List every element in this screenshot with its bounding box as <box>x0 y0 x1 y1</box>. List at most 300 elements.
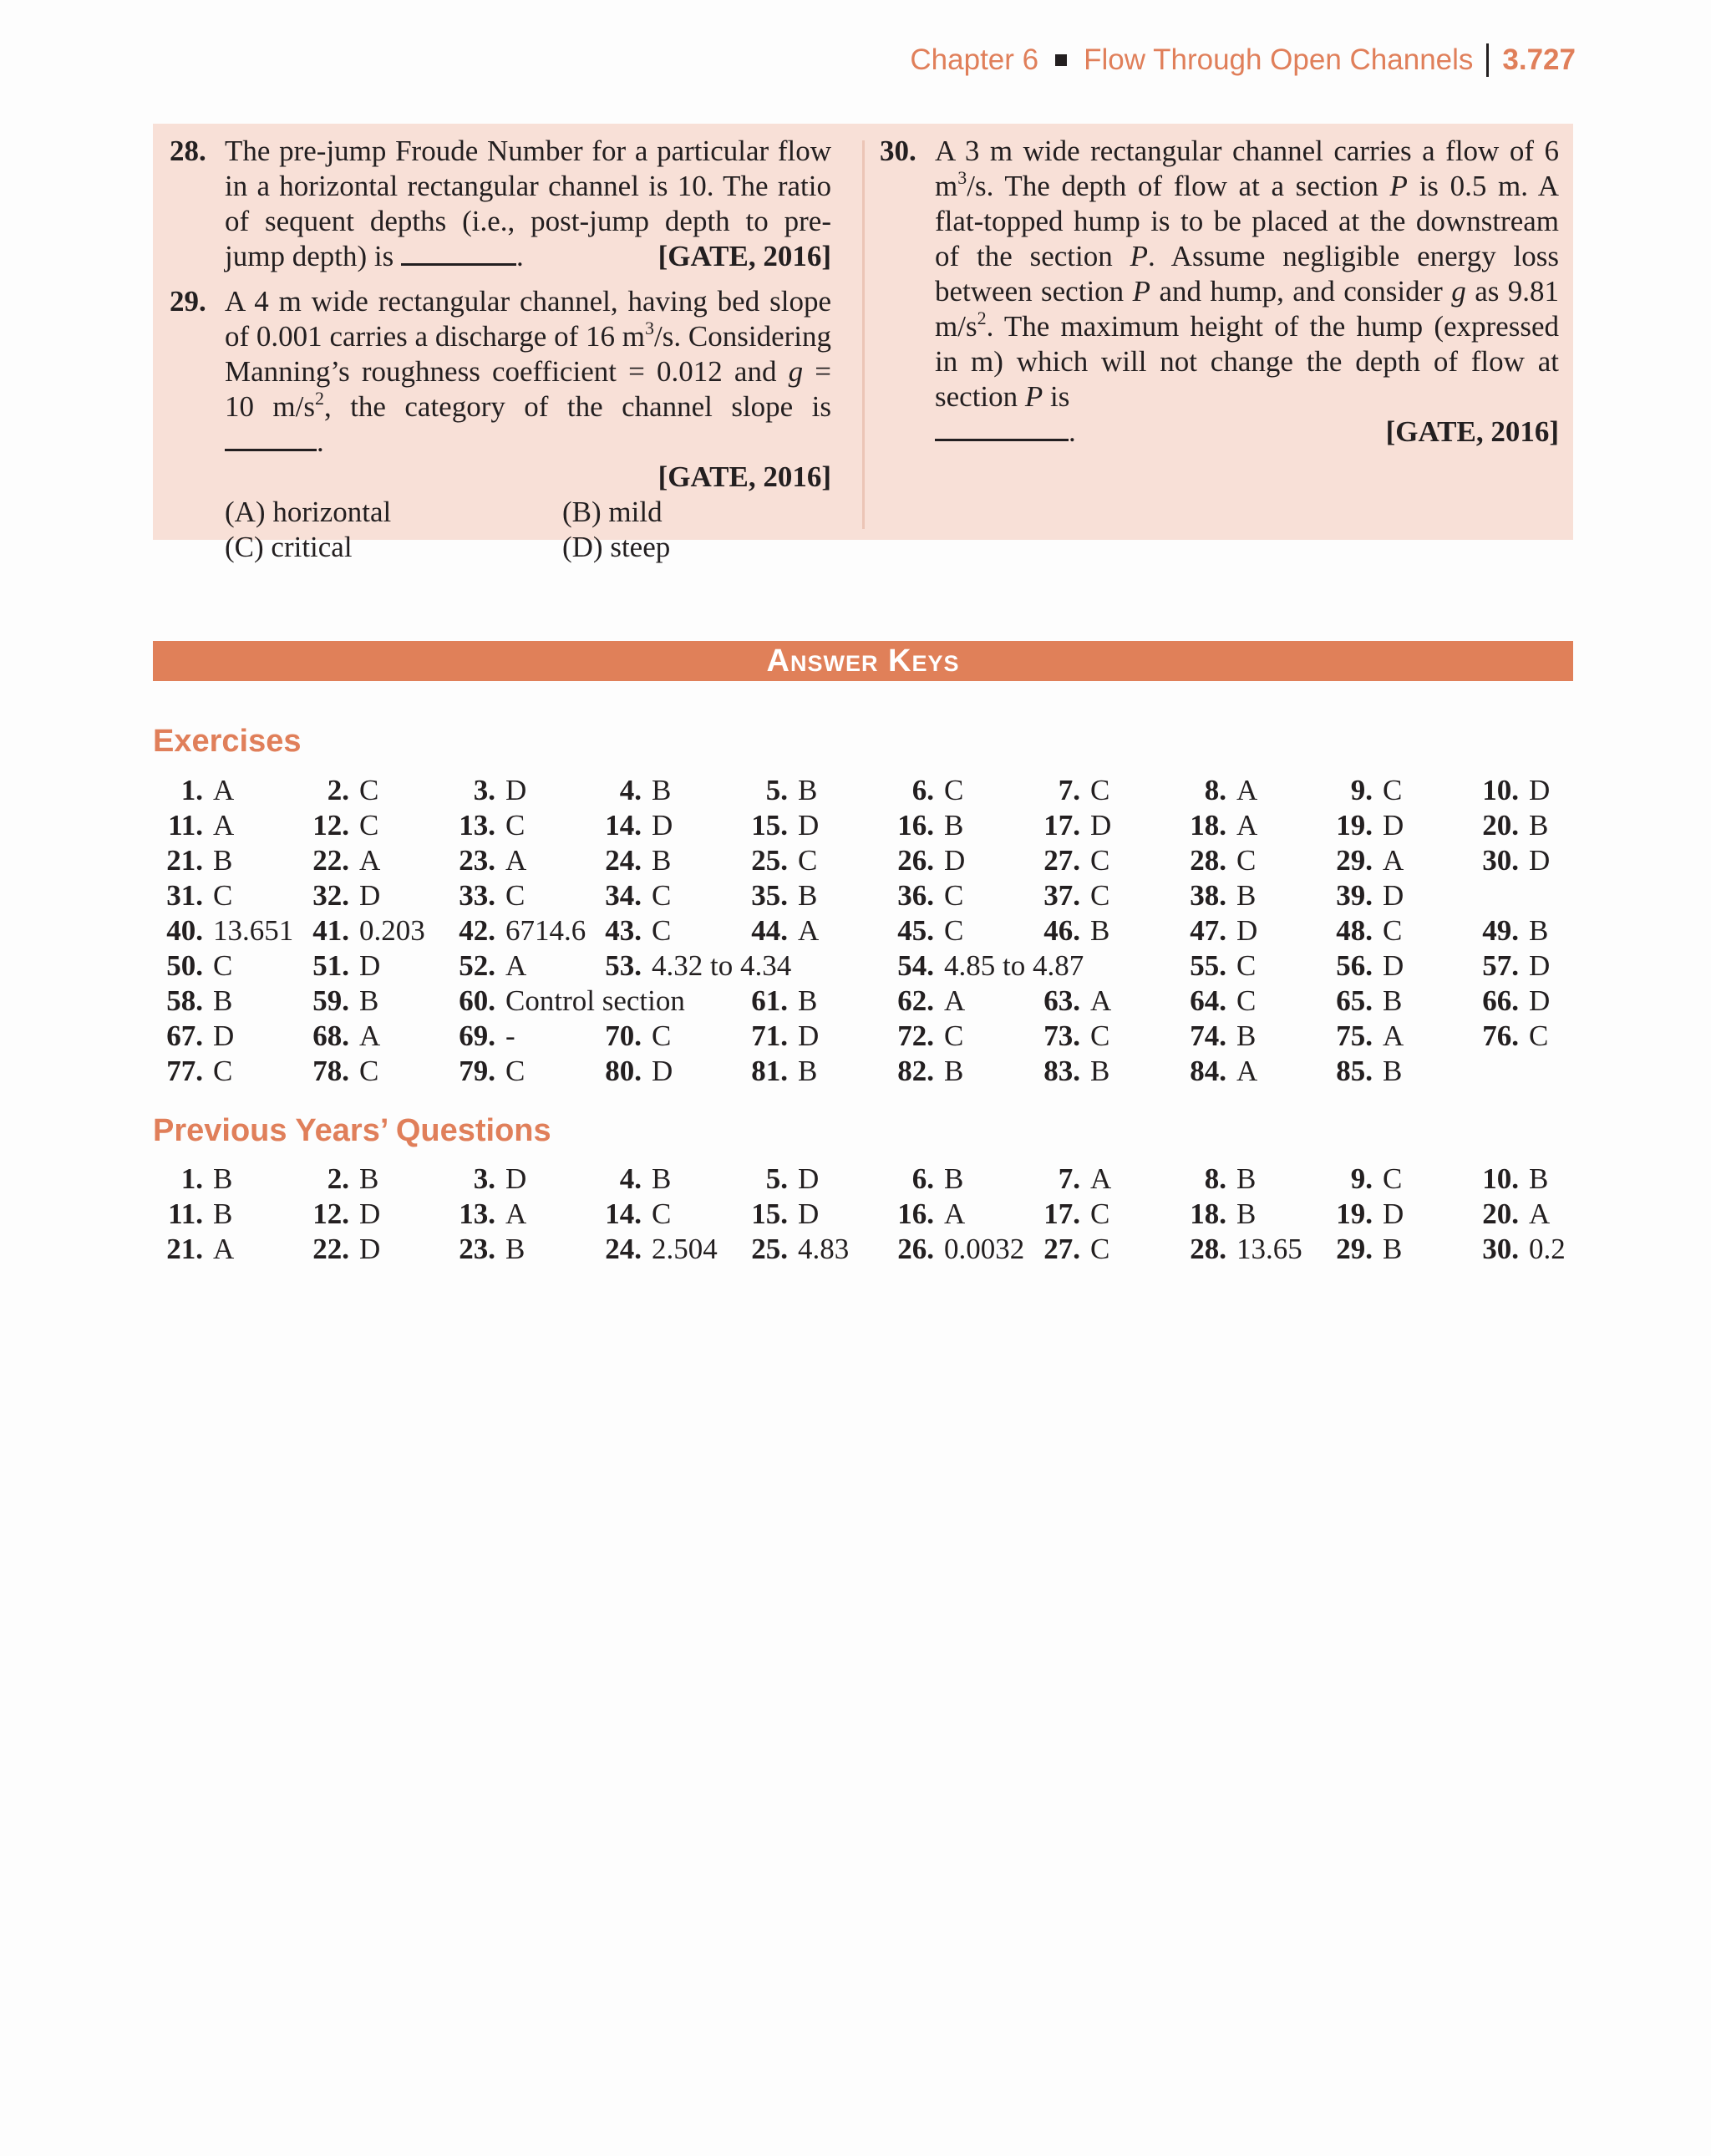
answer-number: 54. <box>897 949 934 982</box>
answer-number: 28. <box>1190 1233 1226 1265</box>
answer-number: 5. <box>765 774 788 806</box>
answer-item <box>591 878 738 913</box>
answer-item <box>1030 1019 1176 1054</box>
answer-item <box>299 1019 445 1054</box>
answer-item <box>884 1019 1030 1054</box>
answer-item <box>1030 984 1176 1019</box>
divider-bar <box>1486 43 1489 77</box>
answer-item <box>153 1054 299 1089</box>
answer-item <box>591 843 738 878</box>
answer-number: 79. <box>459 1055 495 1087</box>
answer-item <box>153 913 299 948</box>
answer-number: 42. <box>459 914 495 947</box>
question-text: . Assume negligible energy loss between section <box>935 240 1560 308</box>
answer-value: A <box>213 774 235 806</box>
answer-item <box>884 1197 1030 1232</box>
question-text: /s. The depth of flow at a section <box>967 170 1378 202</box>
answer-value: D <box>798 1020 820 1052</box>
answer-value: D <box>944 844 966 877</box>
answer-value: C <box>944 1020 964 1052</box>
answer-value: C <box>505 809 525 842</box>
answer-value: C <box>1090 1020 1110 1052</box>
answer-value: C <box>1090 1233 1110 1265</box>
answer-value: B <box>1236 1162 1257 1195</box>
answer-item <box>591 773 738 808</box>
answer-value: A <box>944 984 966 1017</box>
answer-item <box>738 843 884 878</box>
answer-value: A <box>944 1197 966 1230</box>
answer-item <box>884 1162 1030 1197</box>
questions-left-column <box>170 134 831 575</box>
source-line <box>225 460 831 495</box>
answer-value: B <box>1090 914 1110 947</box>
question-number: 30. <box>880 135 916 167</box>
answer-item <box>738 1054 884 1089</box>
answer-value: D <box>359 1233 381 1265</box>
answer-number: 11. <box>168 809 203 842</box>
question-source: [GATE, 2016] <box>1385 415 1559 448</box>
answer-number: 23. <box>459 844 495 877</box>
answer-number: 29. <box>1336 1233 1373 1265</box>
answer-number: 58. <box>166 984 203 1017</box>
answer-number: 83. <box>1043 1055 1080 1087</box>
option-d: (D) steep <box>562 531 671 563</box>
answer-value: B <box>944 809 964 842</box>
answer-number: 60. <box>459 984 495 1017</box>
question-30 <box>880 134 1559 450</box>
answer-item <box>1176 1197 1323 1232</box>
answer-item <box>299 1162 445 1197</box>
answer-value: C <box>1383 1162 1403 1195</box>
answer-value: A <box>213 1233 235 1265</box>
question-text: . The maximum height of the hump (expressed in m) which will not change the depth of flow at section <box>935 310 1559 413</box>
questions-box <box>153 124 1573 563</box>
answer-value: C <box>359 809 379 842</box>
answer-value: B <box>1529 1162 1549 1195</box>
answer-number: 52. <box>459 949 495 982</box>
question-number: 28. <box>170 135 206 167</box>
answer-item <box>1323 984 1469 1019</box>
answer-item <box>1323 773 1469 808</box>
answer-value: D <box>1383 809 1404 842</box>
answer-number: 27. <box>1043 1233 1080 1265</box>
answer-item <box>884 773 1030 808</box>
answer-number: 8. <box>1204 774 1226 806</box>
answer-item <box>1176 808 1323 843</box>
answer-value: B <box>798 774 818 806</box>
answer-number: 17. <box>1043 809 1080 842</box>
answer-item <box>1323 878 1469 913</box>
answer-value: D <box>1529 984 1551 1017</box>
answer-value: A <box>1236 1055 1258 1087</box>
answer-value: C <box>1236 984 1257 1017</box>
answer-value: B <box>798 1055 818 1087</box>
answer-number: 78. <box>312 1055 349 1087</box>
math-var: P <box>1024 380 1043 413</box>
answer-number: 29. <box>1336 844 1373 877</box>
answer-number: 5. <box>765 1162 788 1195</box>
answer-item <box>299 1197 445 1232</box>
answer-item <box>591 913 738 948</box>
answer-value: C <box>944 774 964 806</box>
answer-item <box>299 984 445 1019</box>
answer-number: 39. <box>1336 879 1373 912</box>
answer-number: 35. <box>751 879 788 912</box>
answer-value: A <box>359 1020 381 1052</box>
answer-number: 64. <box>1190 984 1226 1017</box>
answer-number: 3. <box>473 774 495 806</box>
answer-number: 65. <box>1336 984 1373 1017</box>
answer-number: 41. <box>312 914 349 947</box>
answer-number: 66. <box>1482 984 1519 1017</box>
answer-value: B <box>359 1162 379 1195</box>
answer-value: C <box>652 879 672 912</box>
answer-blank <box>935 419 1069 441</box>
answer-number: 18. <box>1190 1197 1226 1230</box>
answer-item <box>884 878 1030 913</box>
question-source: [GATE, 2016] <box>657 460 831 493</box>
question-source: [GATE, 2016] <box>657 240 831 272</box>
answer-number: 25. <box>751 1233 788 1265</box>
chapter-label: Chapter 6 <box>910 43 1039 76</box>
answer-item <box>1323 1054 1469 1089</box>
answer-number: 48. <box>1336 914 1373 947</box>
answer-item <box>1469 808 1615 843</box>
answer-value: A <box>1090 1162 1112 1195</box>
math-var: g <box>1451 275 1466 308</box>
answer-item <box>1030 1162 1176 1197</box>
answer-item <box>738 1019 884 1054</box>
answer-value: C <box>359 1055 379 1087</box>
answer-value: B <box>213 844 233 877</box>
answer-number: 77. <box>166 1055 203 1087</box>
answer-item <box>738 1162 884 1197</box>
answer-value: B <box>798 984 818 1017</box>
superscript: 3 <box>957 167 967 188</box>
answer-item <box>299 913 445 948</box>
answer-number: 10. <box>1482 1162 1519 1195</box>
answer-item <box>153 1162 299 1197</box>
answer-value: B <box>1236 1197 1257 1230</box>
answer-item <box>1176 1162 1323 1197</box>
answer-number: 16. <box>897 1197 934 1230</box>
answer-value: C <box>213 879 233 912</box>
answer-number: 9. <box>1350 774 1373 806</box>
answer-item <box>884 913 1030 948</box>
option-b: (B) mild <box>562 496 663 528</box>
period: . <box>317 425 324 458</box>
answer-value: D <box>1383 879 1404 912</box>
answer-item <box>1030 773 1176 808</box>
answer-number: 69. <box>459 1020 495 1052</box>
answer-number: 26. <box>897 844 934 877</box>
page-number: 3.727 <box>1502 43 1576 76</box>
answer-value: A <box>1529 1197 1551 1230</box>
answer-item <box>1323 948 1469 984</box>
answer-number: 6. <box>911 774 934 806</box>
answer-item <box>738 808 884 843</box>
answer-number: 81. <box>751 1055 788 1087</box>
superscript: 2 <box>977 308 987 328</box>
answer-item <box>153 1019 299 1054</box>
options <box>225 495 831 565</box>
answer-number: 59. <box>312 984 349 1017</box>
answer-number: 63. <box>1043 984 1080 1017</box>
answer-value: B <box>213 1197 233 1230</box>
answer-number: 15. <box>751 1197 788 1230</box>
answer-number: 12. <box>312 1197 349 1230</box>
answer-value: C <box>213 949 233 982</box>
answer-value: C <box>1236 949 1257 982</box>
answer-number: 34. <box>605 879 642 912</box>
chapter-title: Flow Through Open Channels <box>1084 43 1474 76</box>
answer-item <box>299 843 445 878</box>
answer-number: 7. <box>1058 774 1080 806</box>
running-header <box>910 43 1576 77</box>
answer-number: 14. <box>605 809 642 842</box>
answer-value: B <box>505 1233 525 1265</box>
answer-item <box>299 808 445 843</box>
answer-number: 85. <box>1336 1055 1373 1087</box>
answer-item <box>445 1162 591 1197</box>
answer-item <box>153 948 299 984</box>
answer-value: B <box>1236 1020 1257 1052</box>
answer-number: 14. <box>605 1197 642 1230</box>
answer-spacer <box>1469 878 1615 913</box>
answer-number: 72. <box>897 1020 934 1052</box>
answer-value: C <box>505 1055 525 1087</box>
answer-blank <box>401 243 516 266</box>
answer-item <box>1323 843 1469 878</box>
answer-value: C <box>213 1055 233 1087</box>
question-text: is <box>1050 380 1070 413</box>
answer-value: A <box>798 914 820 947</box>
answer-number: 25. <box>751 844 788 877</box>
answer-number: 82. <box>897 1055 934 1087</box>
answer-value: B <box>944 1162 964 1195</box>
answer-number: 28. <box>1190 844 1226 877</box>
answer-item <box>1323 1232 1469 1267</box>
question-text: A 4 m wide rectangular channel, having bed slope of 0.001 carries a discharge of 16 m <box>225 285 831 353</box>
question-text: /s. Considering Manning’s roughness coefficient = 0.012 and <box>225 320 831 388</box>
answer-item <box>884 948 1084 984</box>
answer-value: D <box>798 1162 820 1195</box>
answer-item <box>591 1019 738 1054</box>
answer-item <box>153 1197 299 1232</box>
answer-number: 51. <box>312 949 349 982</box>
answer-value: C <box>944 914 964 947</box>
answer-number: 15. <box>751 809 788 842</box>
answer-number: 30. <box>1482 844 1519 877</box>
answer-value: C <box>652 1197 672 1230</box>
answer-value: 0.0032 <box>944 1233 1025 1265</box>
answer-number: 45. <box>897 914 934 947</box>
answer-item <box>884 808 1030 843</box>
answer-number: 36. <box>897 879 934 912</box>
answer-number: 16. <box>897 809 934 842</box>
answer-item <box>153 984 299 1019</box>
answer-spacer <box>1030 948 1176 984</box>
answer-item <box>445 843 591 878</box>
answer-value: C <box>1090 1197 1110 1230</box>
answer-number: 76. <box>1482 1020 1519 1052</box>
answer-value: A <box>505 844 527 877</box>
answer-number: 9. <box>1350 1162 1373 1195</box>
answer-number: 33. <box>459 879 495 912</box>
answer-number: 61. <box>751 984 788 1017</box>
answer-item <box>1323 913 1469 948</box>
answer-value: Control section <box>505 984 685 1017</box>
answer-number: 4. <box>619 1162 642 1195</box>
answer-number: 11. <box>168 1197 203 1230</box>
answer-item <box>1323 808 1469 843</box>
answer-value: B <box>1529 809 1549 842</box>
answer-number: 19. <box>1336 809 1373 842</box>
answer-value: B <box>359 984 379 1017</box>
answer-number: 32. <box>312 879 349 912</box>
answer-item <box>591 1232 738 1267</box>
superscript: 3 <box>645 318 655 338</box>
answer-item <box>1176 1054 1323 1089</box>
answer-value: A <box>1383 844 1404 877</box>
question-text: A 3 m wide rectangular channel carries a flow of 6 m <box>935 135 1559 202</box>
answer-value: C <box>944 879 964 912</box>
answer-item <box>1030 808 1176 843</box>
answer-number: 44. <box>751 914 788 947</box>
answer-item <box>1176 843 1323 878</box>
answer-number: 40. <box>166 914 203 947</box>
answer-number: 2. <box>327 774 349 806</box>
answer-value: D <box>1383 949 1404 982</box>
answer-number: 71. <box>751 1020 788 1052</box>
answer-item <box>1176 984 1323 1019</box>
answer-item <box>1469 913 1615 948</box>
answer-value: 2.504 <box>652 1233 718 1265</box>
answer-number: 75. <box>1336 1020 1373 1052</box>
answer-item <box>153 878 299 913</box>
answer-item <box>1469 1162 1615 1197</box>
answer-number: 22. <box>312 844 349 877</box>
answer-number: 56. <box>1336 949 1373 982</box>
answer-item <box>591 948 792 984</box>
answer-item <box>1469 948 1615 984</box>
answer-number: 38. <box>1190 879 1226 912</box>
answer-value: B <box>213 984 233 1017</box>
answer-number: 20. <box>1482 1197 1519 1230</box>
answer-value: D <box>1529 949 1551 982</box>
answer-item <box>591 808 738 843</box>
answer-item <box>445 808 591 843</box>
question-text: is 0.5 m. A flat-topped hump is to be placed at the downstream of the section <box>935 170 1559 272</box>
answer-item <box>1030 1232 1176 1267</box>
question-text: and hump, and consider <box>1159 275 1443 308</box>
answer-value: D <box>1383 1197 1404 1230</box>
answer-number: 68. <box>312 1020 349 1052</box>
answer-item <box>445 948 591 984</box>
square-bullet-icon <box>1055 54 1067 66</box>
answer-item <box>1469 1197 1615 1232</box>
answer-item <box>738 984 884 1019</box>
answer-item <box>445 773 591 808</box>
answer-number: 2. <box>327 1162 349 1195</box>
answer-number: 4. <box>619 774 642 806</box>
answer-number: 37. <box>1043 879 1080 912</box>
answer-value: C <box>359 774 379 806</box>
answer-item <box>1176 773 1323 808</box>
answer-spacer <box>1469 1054 1615 1089</box>
question-text: as 9.81 m/s <box>935 275 1560 343</box>
answer-value: B <box>1383 984 1403 1017</box>
answer-item <box>1176 1232 1323 1267</box>
answer-item <box>299 773 445 808</box>
answer-blank <box>225 429 317 451</box>
question-28 <box>170 134 831 274</box>
answer-value: B <box>1529 914 1549 947</box>
answer-number: 1. <box>180 1162 203 1195</box>
answer-number: 43. <box>605 914 642 947</box>
answer-value: C <box>798 844 818 877</box>
answer-number: 7. <box>1058 1162 1080 1195</box>
answer-item <box>1030 843 1176 878</box>
answer-item <box>1469 773 1615 808</box>
answer-value: A <box>213 809 235 842</box>
answer-item <box>738 913 884 948</box>
answer-value: C <box>1529 1020 1549 1052</box>
answer-number: 12. <box>312 809 349 842</box>
answer-value: D <box>359 1197 381 1230</box>
answer-number: 84. <box>1190 1055 1226 1087</box>
answer-value: D <box>1090 809 1112 842</box>
answer-item <box>1469 984 1615 1019</box>
answer-item <box>1176 878 1323 913</box>
answer-spacer <box>591 984 738 1019</box>
answer-item <box>884 843 1030 878</box>
answer-item <box>445 1054 591 1089</box>
answer-item <box>299 1232 445 1267</box>
answer-value: C <box>1236 844 1257 877</box>
answer-value: B <box>652 1162 672 1195</box>
answer-value: B <box>1090 1055 1110 1087</box>
answer-number: 73. <box>1043 1020 1080 1052</box>
answer-number: 62. <box>897 984 934 1017</box>
answer-item <box>1176 948 1323 984</box>
answer-item <box>1030 1197 1176 1232</box>
answer-value: 4.85 to 4.87 <box>944 949 1084 982</box>
answer-item <box>1323 1197 1469 1232</box>
answer-item <box>445 913 591 948</box>
answer-value: 4.83 <box>798 1233 850 1265</box>
answer-value: D <box>505 774 527 806</box>
answer-value: B <box>213 1162 233 1195</box>
questions-right-column <box>880 134 1559 460</box>
answer-value: 0.203 <box>359 914 425 947</box>
answer-value: 13.651 <box>213 914 294 947</box>
answer-value: D <box>359 949 381 982</box>
answer-number: 30. <box>1482 1233 1519 1265</box>
answer-item <box>153 773 299 808</box>
answer-value: C <box>1090 844 1110 877</box>
answer-number: 20. <box>1482 809 1519 842</box>
answer-item <box>1323 1162 1469 1197</box>
answer-item <box>1176 1019 1323 1054</box>
answer-value: 6714.6 <box>505 914 586 947</box>
answer-number: 55. <box>1190 949 1226 982</box>
answer-value: C <box>1383 774 1403 806</box>
answer-number: 46. <box>1043 914 1080 947</box>
answer-value: B <box>798 879 818 912</box>
answer-item <box>738 773 884 808</box>
answer-value: A <box>1236 809 1258 842</box>
